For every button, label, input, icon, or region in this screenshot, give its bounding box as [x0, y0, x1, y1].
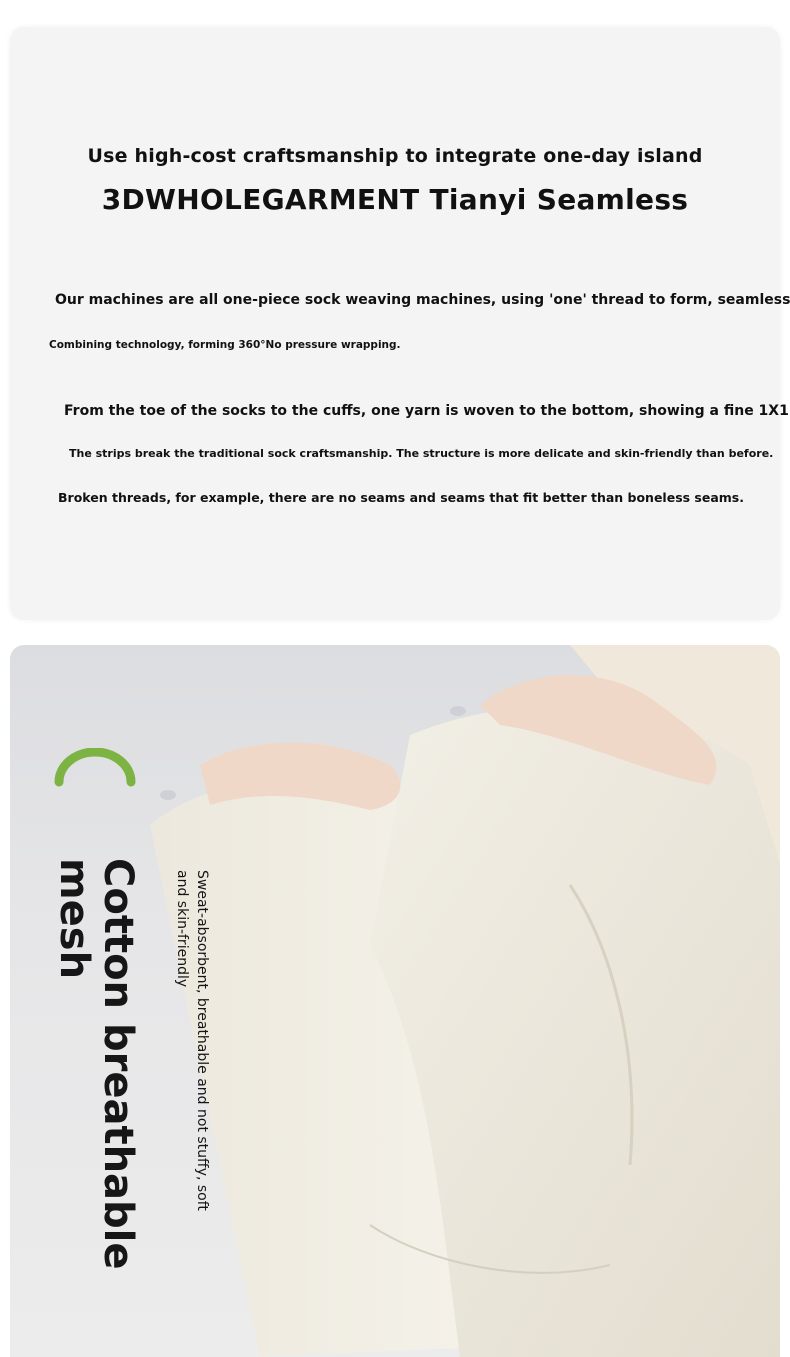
- accent-arc-icon: [53, 748, 137, 790]
- section-title-line: Cotton breathable: [95, 858, 141, 1270]
- craftsmanship-title: 3DWHOLEGARMENT Tianyi Seamless: [101, 183, 689, 216]
- description-line: Our machines are all one-piece sock weaving machines, using 'one' thread to form, seamless: [55, 292, 790, 308]
- description-line: From the toe of the socks to the cuffs, one yarn is woven to the bottom, showing a fine 1X1: [64, 403, 789, 419]
- section-title-line: mesh: [51, 858, 97, 980]
- description-line: Broken threads, for example, there are no seams and seams that fit better than boneless seams.: [58, 490, 744, 505]
- section-subtitle-vertical: [172, 870, 212, 1211]
- section-subtitle-line: and skin-friendly: [174, 870, 190, 988]
- description-line: The strips break the traditional sock craftsmanship. The structure is more delicate and skin-friendly than before.: [69, 447, 774, 460]
- section-title-vertical: [52, 858, 140, 1270]
- craftsmanship-subtitle: Use high-cost craftsmanship to integrate one-day island: [87, 145, 703, 167]
- section-subtitle-line: Sweat-absorbent, breathable and not stuffy, soft: [194, 870, 210, 1211]
- craftsmanship-card: [10, 27, 780, 620]
- description-line: Combining technology, forming 360°No pressure wrapping.: [49, 339, 401, 351]
